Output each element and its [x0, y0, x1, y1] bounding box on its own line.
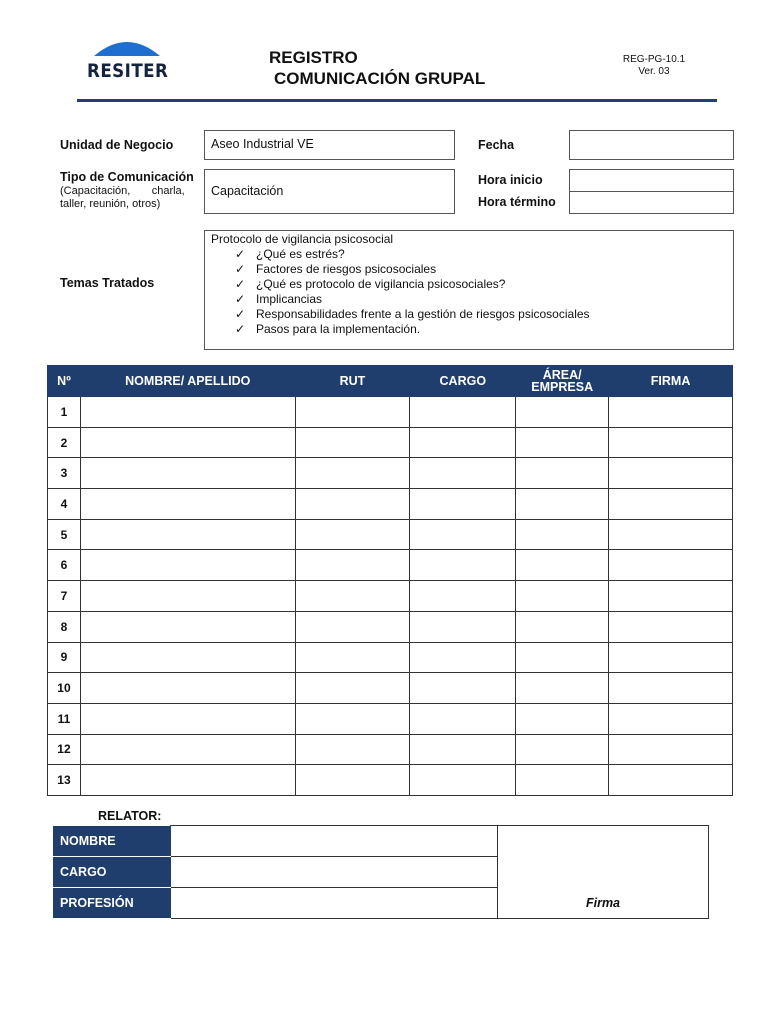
firma-cell[interactable] [609, 611, 733, 642]
area-empresa-cell[interactable] [516, 673, 609, 704]
area-empresa-cell[interactable] [516, 458, 609, 489]
col-header-numero: Nº [48, 366, 81, 397]
nombre-cell[interactable] [80, 734, 295, 765]
table-row [48, 765, 733, 796]
rut-cell[interactable] [295, 673, 410, 704]
temas-item-text: ¿Qué es protocolo de vigilancia psicosociales? [256, 277, 506, 291]
rut-cell[interactable] [295, 550, 410, 581]
col-header-nombre: NOMBRE/ APELLIDO [80, 366, 295, 397]
hora-termino-field[interactable] [569, 191, 734, 214]
relator-title: RELATOR: [98, 809, 162, 823]
temas-item-text: Responsabilidades frente a la gestión de riesgos psicosociales [256, 307, 590, 321]
firma-cell[interactable] [609, 581, 733, 612]
tipo-comunicacion-value: Capacitación [211, 184, 284, 198]
area-empresa-cell[interactable] [516, 703, 609, 734]
table-row [48, 550, 733, 581]
relator-profesion-label: PROFESIÓN [54, 888, 171, 919]
row-number: 11 [48, 703, 81, 734]
area-empresa-cell[interactable] [516, 550, 609, 581]
firma-cell[interactable] [609, 673, 733, 704]
checkmark-icon: ✓ [235, 292, 246, 306]
fecha-label: Fecha [478, 138, 515, 152]
checkmark-icon: ✓ [235, 247, 246, 261]
attendance-table [47, 365, 733, 796]
rut-cell[interactable] [295, 581, 410, 612]
cargo-cell[interactable] [410, 550, 516, 581]
nombre-cell[interactable] [80, 458, 295, 489]
row-number: 4 [48, 489, 81, 520]
rut-cell[interactable] [295, 765, 410, 796]
row-number: 5 [48, 519, 81, 550]
temas-item [235, 292, 727, 307]
row-number: 9 [48, 642, 81, 673]
area-empresa-cell[interactable] [516, 427, 609, 458]
firma-cell[interactable] [609, 397, 733, 428]
nombre-cell[interactable] [80, 611, 295, 642]
firma-cell[interactable] [609, 519, 733, 550]
row-number: 2 [48, 427, 81, 458]
cargo-cell[interactable] [410, 489, 516, 520]
table-row [48, 397, 733, 428]
cargo-cell[interactable] [410, 734, 516, 765]
logo-text: RESITER [87, 60, 169, 82]
rut-cell[interactable] [295, 703, 410, 734]
doc-code: REG-PG-10.1 [622, 54, 686, 65]
row-number: 8 [48, 611, 81, 642]
firma-cell[interactable] [609, 550, 733, 581]
hora-termino-label: Hora término [478, 195, 556, 209]
rut-cell[interactable] [295, 734, 410, 765]
cargo-cell[interactable] [410, 611, 516, 642]
rut-cell[interactable] [295, 519, 410, 550]
area-empresa-cell[interactable] [516, 734, 609, 765]
tipo-hint-line1: (Capacitación, charla, [60, 185, 185, 197]
tipo-hint-line2: taller, reunión, otros) [60, 198, 161, 210]
header-divider [77, 99, 717, 102]
unidad-negocio-value: Aseo Industrial VE [211, 137, 314, 151]
cargo-cell[interactable] [410, 642, 516, 673]
fecha-field[interactable] [569, 130, 734, 160]
nombre-cell[interactable] [80, 397, 295, 428]
nombre-cell[interactable] [80, 673, 295, 704]
document-code [600, 54, 708, 78]
checkmark-icon: ✓ [235, 322, 246, 336]
nombre-cell[interactable] [80, 489, 295, 520]
document-title-line2: COMUNICACIÓN GRUPAL [274, 69, 486, 88]
cargo-cell[interactable] [410, 458, 516, 489]
temas-item-text: ¿Qué es estrés? [256, 247, 345, 261]
firma-cell[interactable] [609, 703, 733, 734]
firma-cell[interactable] [609, 458, 733, 489]
relator-firma-label: Firma [585, 896, 621, 910]
table-row [48, 642, 733, 673]
relator-nombre-label: NOMBRE [54, 826, 171, 857]
row-number: 1 [48, 397, 81, 428]
area-empresa-cell[interactable] [516, 581, 609, 612]
relator-profesion-field[interactable] [171, 888, 498, 919]
rut-cell[interactable] [295, 489, 410, 520]
col-header-cargo: CARGO [410, 366, 516, 397]
col-header-rut: RUT [295, 366, 410, 397]
tipo-comunicacion-label: Tipo de Comunicación [60, 170, 194, 184]
relator-nombre-field[interactable] [171, 826, 498, 857]
table-row [48, 519, 733, 550]
logo-arc-icon [92, 36, 162, 58]
temas-item-text: Pasos para la implementación. [256, 322, 421, 336]
firma-cell[interactable] [609, 642, 733, 673]
table-row [48, 427, 733, 458]
table-row [48, 458, 733, 489]
company-logo [84, 36, 174, 84]
row-number: 7 [48, 581, 81, 612]
area-empresa-cell[interactable] [516, 519, 609, 550]
table-row [48, 734, 733, 765]
checkmark-icon: ✓ [235, 307, 246, 321]
unidad-negocio-field[interactable] [204, 130, 455, 160]
temas-item [235, 307, 727, 322]
tipo-comunicacion-field[interactable] [204, 169, 455, 214]
table-row [48, 581, 733, 612]
checkmark-icon: ✓ [235, 262, 246, 276]
doc-version: Ver. 03 [638, 66, 670, 77]
table-header-row [48, 366, 733, 397]
hora-inicio-field[interactable] [569, 169, 734, 192]
temas-list [235, 247, 727, 337]
nombre-cell[interactable] [80, 427, 295, 458]
nombre-cell[interactable] [80, 765, 295, 796]
nombre-cell[interactable] [80, 703, 295, 734]
table-row [48, 673, 733, 704]
document-title-line1: REGISTRO [269, 48, 358, 67]
row-number: 12 [48, 734, 81, 765]
row-number: 6 [48, 550, 81, 581]
rut-cell[interactable] [295, 611, 410, 642]
hora-inicio-label: Hora inicio [478, 173, 543, 187]
temas-item-text: Factores de riesgos psicosociales [256, 262, 437, 276]
cargo-cell[interactable] [410, 765, 516, 796]
area-empresa-cell[interactable] [516, 397, 609, 428]
relator-firma-cell[interactable] [498, 826, 709, 919]
area-empresa-cell[interactable] [516, 765, 609, 796]
table-row [48, 489, 733, 520]
table-row [48, 703, 733, 734]
temas-item-text: Implicancias [256, 292, 323, 306]
checkmark-icon: ✓ [235, 277, 246, 291]
temas-item [235, 262, 727, 277]
tipo-comunicacion-hint [60, 185, 197, 211]
col-header-area-empresa: ÁREA/ EMPRESA [516, 366, 609, 397]
rut-cell[interactable] [295, 458, 410, 489]
temas-intro: Protocolo de vigilancia psicosocial [211, 232, 394, 246]
nombre-cell[interactable] [80, 519, 295, 550]
temas-item [235, 277, 727, 292]
row-number: 13 [48, 765, 81, 796]
relator-table [53, 825, 709, 919]
firma-cell[interactable] [609, 489, 733, 520]
col-header-firma: FIRMA [609, 366, 733, 397]
area-empresa-cell[interactable] [516, 611, 609, 642]
relator-cargo-field[interactable] [171, 857, 498, 888]
row-number: 3 [48, 458, 81, 489]
row-number: 10 [48, 673, 81, 704]
firma-cell[interactable] [609, 734, 733, 765]
area-empresa-cell[interactable] [516, 642, 609, 673]
temas-tratados-label: Temas Tratados [60, 276, 155, 290]
cargo-cell[interactable] [410, 427, 516, 458]
rut-cell[interactable] [295, 397, 410, 428]
cargo-cell[interactable] [410, 673, 516, 704]
relator-row-nombre [54, 826, 709, 857]
area-empresa-cell[interactable] [516, 489, 609, 520]
nombre-cell[interactable] [80, 550, 295, 581]
cargo-cell[interactable] [410, 581, 516, 612]
table-row [48, 611, 733, 642]
rut-cell[interactable] [295, 427, 410, 458]
firma-cell[interactable] [609, 427, 733, 458]
unidad-negocio-label: Unidad de Negocio [60, 138, 174, 152]
relator-cargo-label: CARGO [54, 857, 171, 888]
cargo-cell[interactable] [410, 703, 516, 734]
temas-tratados-field[interactable] [204, 230, 734, 350]
nombre-cell[interactable] [80, 581, 295, 612]
rut-cell[interactable] [295, 642, 410, 673]
nombre-cell[interactable] [80, 642, 295, 673]
cargo-cell[interactable] [410, 519, 516, 550]
temas-item [235, 247, 727, 262]
temas-item [235, 322, 727, 337]
firma-cell[interactable] [609, 765, 733, 796]
cargo-cell[interactable] [410, 397, 516, 428]
